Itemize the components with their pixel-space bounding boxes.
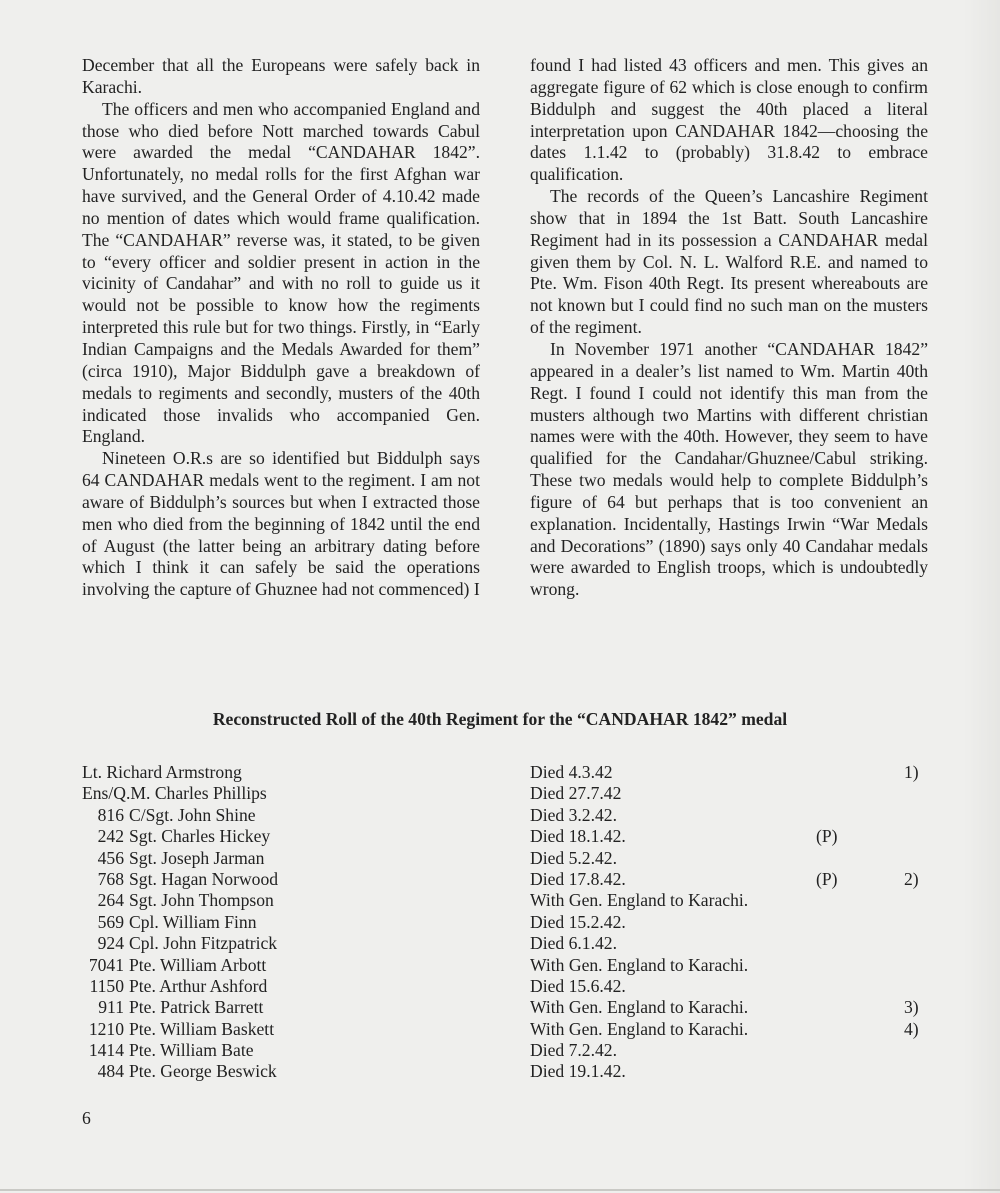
roll-row [82,848,942,869]
roll-flag: (P) [816,868,838,889]
bottom-rule [0,1189,1000,1191]
roll-status: Died 15.6.42. [530,975,626,996]
body-column-left [82,55,480,601]
roll-row [82,997,942,1018]
roll-name: C/Sgt. John Shine [129,804,256,825]
roll-status: With Gen. England to Karachi. [530,1018,749,1039]
roll-name: Sgt. John Thompson [129,890,274,911]
roll-status: Died 18.1.42. [530,826,626,847]
roll-name: Pte. George Beswick [129,1061,277,1082]
paragraph: found I had listed 43 officers and men. This gives an aggregate figure of 62 which is close enough to confirm Biddulph and suggest the 40th placed a literal interpretation upon CANDAHAR 1842—choosing the dates 1.1.42 to (probably) 31.8.42 to embrace qualification. [530,55,928,185]
paragraph: December that all the Europeans were safely back in Karachi. [82,55,480,97]
roll-status: With Gen. England to Karachi. [530,997,749,1018]
roll-name: Pte. William Baskett [129,1018,275,1039]
paragraph: In November 1971 another “CANDAHAR 1842” appeared in a dealer’s list named to Wm. Martin 40th Regt. I found I could not identify this man from the musters although two Martins with different christian names were with the 40th. However, they seem to have qualified for the Candahar/Ghuznee/Cabul striking. These two medals would help to complete Biddulph’s figure of 64 but perhaps that is too convenient an explanation. Incidentally, Hastings Irwin “War Medals and Decorations” (1890) says only 40 Candahar medals were awarded to English troops, which is undoubtedly wrong. [530,338,928,600]
roll-number: 816 [97,804,124,825]
page-edge-shadow [964,0,1000,1193]
roll-status: Died 15.2.42. [530,911,626,932]
roll-name: Pte. William Arbott [129,954,267,975]
roll-row [82,1040,942,1061]
roll-number: 484 [97,1061,124,1082]
body-column-right [530,55,928,601]
roll-number: 569 [97,911,124,932]
roll-status: Died 5.2.42. [530,847,617,868]
roll-title: Reconstructed Roll of the 40th Regiment for the “CANDAHAR 1842” medal [212,709,788,729]
roll-status: Died 7.2.42. [530,1040,617,1061]
roll-number: 1210 [88,1018,124,1039]
roll-name: Pte. Arthur Ashford [129,975,268,996]
roll-row [82,1019,942,1040]
roll-flag: (P) [816,826,838,847]
roll-row [82,890,942,911]
roll-note: 4) [904,1018,919,1039]
paragraph: Nineteen O.R.s are so identified but Biddulph says 64 CANDAHAR medals went to the regiment. I am not aware of Biddulph’s sources but when I extracted those men who died from the beginning of 1842 until the end of August (the latter being an arbitrary dating before which I think it can safely be said the operations involving the capture of Ghuznee had not commenced) I [82,448,480,600]
roll-name: Pte. William Bate [129,1040,254,1061]
roll-number: 7041 [88,954,124,975]
roll-number: 1414 [88,1040,124,1061]
roll-row [82,805,942,826]
roll-name: Cpl. John Fitzpatrick [129,933,278,954]
roll-status: With Gen. England to Karachi. [530,890,749,911]
roll-number: 768 [97,868,124,889]
roll-row [82,1061,942,1082]
roll-row [82,783,942,804]
roll-status: Died 17.8.42. [530,868,626,889]
roll-row [82,976,942,997]
roll-row [82,912,942,933]
roll-row [82,869,942,890]
paragraph: The officers and men who accompanied England and those who died before Nott marched towards Cabul were awarded the medal “CANDAHAR 1842”. Unfortunately, no medal rolls for the first Afghan war have survived, and the General Order of 4.10.42 made no mention of dates which would frame qualification. The “CANDAHAR” reverse was, it stated, to be given to “every officer and soldier present in action in the vicinity of Candahar” and with no roll to guide us it would not be possible to know how the regiments interpreted this rule but for two things. Firstly, in “Early Indian Campaigns and the Medals Awarded for them” (circa 1910), Major Biddulph gave a breakdown of medals to regiments and secondly, musters of the 40th indicated those invalids who accompanied Gen. England. [82,98,480,447]
roll-status: With Gen. England to Karachi. [530,954,749,975]
roll-note: 1) [904,762,919,782]
roll-name: Sgt. Charles Hickey [129,826,271,847]
roll-status: Died 6.1.42. [530,933,617,954]
roll-row [82,933,942,954]
paragraph: The records of the Queen’s Lancashire Regiment show that in 1894 the 1st Batt. South Lancashire Regiment had in its possession a CANDAHAR medal given them by Col. N. L. Walford R.E. and named to Pte. Wm. Fison 40th Regt. Its present whereabouts are not known but I could find no such man on the musters of the regiment. [530,186,928,338]
roll-note: 2) [904,868,919,889]
roll-name: Cpl. William Finn [129,911,257,932]
roll-row [82,955,942,976]
roll-name: Lt. Richard Armstrong [82,762,242,782]
roll-number: 924 [97,933,124,954]
roll-number: 1150 [89,975,124,996]
roll-note: 3) [904,997,919,1018]
roll-row [82,826,942,847]
roll-status: Died 4.3.42 [530,762,613,782]
roll-status: Died 27.7.42 [530,783,622,804]
roll-status: Died 19.1.42. [530,1061,626,1082]
roll-name: Ens/Q.M. Charles Phillips [82,783,267,804]
roll-number: 456 [97,847,124,868]
roll-name: Sgt. Hagan Norwood [129,868,279,889]
roll-number: 264 [97,890,124,911]
roll-name: Sgt. Joseph Jarman [129,847,265,868]
roll-status: Died 3.2.42. [530,804,617,825]
roll-table [82,762,942,1083]
roll-number: 911 [98,997,124,1018]
roll-row [82,762,942,783]
roll-number: 242 [97,826,124,847]
roll-name: Pte. Patrick Barrett [129,997,264,1018]
page-number: 6 [82,1108,91,1128]
